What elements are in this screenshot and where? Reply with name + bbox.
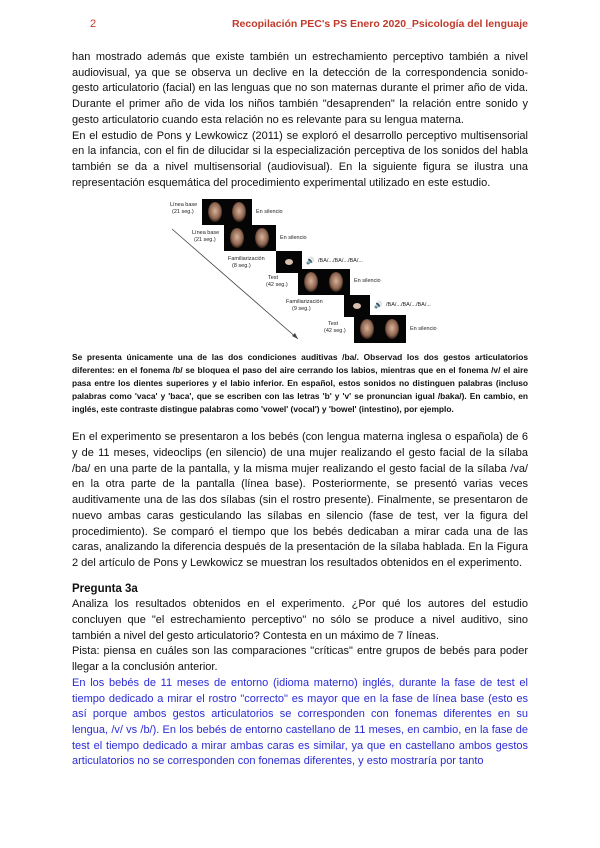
fig-fam1-dur: (8 seg.) — [232, 263, 251, 270]
fig-test1-label: Test — [268, 275, 279, 282]
fig-linea-base-dur: (21 seg.) — [172, 209, 194, 216]
fig-silence-2: En silencio — [280, 235, 307, 242]
paragraph-experiment: En el experimento se presentaron a los bebés (con lengua materna inglesa o española) de 6 y de 11 meses, videoclips (en silencio) de una mujer realizando el gesto facial de la sílaba /ba/ en una parte de la pantalla, y la misma mujer realizando el gesto facial de la sílaba /va/ en la otra parte de la pantalla (línea base). Posteriormente, se presentó varias veces auditivamente una de las dos sílabas (sin el rostro presente). Finalmente, se presentaron de nuevo ambas caras gesticulando las sílabas en silencio (fase de test, ver la figura del procedimiento). Se comparó el tiempo que los bebés dedicaban a mirar cada una de las caras, analizando la diferencia después de la presentación de la sílaba hablada. En la Figura 2 del artículo de Pons y Lewkowicz se muestran los resultados obtenidos en el experimento. — [72, 431, 528, 569]
fig-silence-3: En silencio — [354, 278, 381, 285]
fig-fam2-dur: (9 seg.) — [292, 306, 311, 313]
page-number: 2 — [90, 18, 97, 30]
fig-silence-4: En silencio — [410, 326, 437, 333]
procedure-diagram — [168, 199, 468, 347]
fig-test2-label: Test — [328, 321, 339, 328]
fig-test1-dur: (42 seg.) — [266, 282, 288, 289]
fig-ba-seq-2: /BA/.../BA/.../BA/... — [386, 302, 431, 309]
paragraph-question: Analiza los resultados obtenidos en el experimento. ¿Por qué los autores del estudio concluyen que "el estrechamiento perceptivo" no sólo se produce a nivel auditivo, sino también a nivel del gesto articulatorio? Contesta en un máximo de 7 líneas. — [72, 598, 528, 642]
figure-caption: Se presenta únicamente una de las dos condiciones auditivas /ba/. Observad los dos gestos articulatorios diferentes: en el fonema /b/ se bloquea el paso del aire cerrando los labios, mientras que en el fonema /v/ el aire pasa entre los dientes superiores y el labio inferior. En español, estos sonidos no distinguen palabras (incluso palabras como 'vaca' y 'baca', que se escriben con las letras 'b' y 'v' se pronuncian igual /baka/). En cambio, en inglés, este contraste distingue palabras como 'vowel' (vocal') y 'bowel' (intestino), por ejemplo. — [72, 352, 528, 415]
page-body — [72, 50, 528, 770]
procedure-figure — [72, 199, 528, 347]
paragraph-hint: Pista: piensa en cuáles son las comparaciones "críticas" entre grupos de bebés para poder llegar a la conclusión anterior. — [72, 645, 528, 674]
fig-fam1-label: Familiarización — [228, 256, 265, 263]
speaker-icon: 🔊 — [374, 301, 383, 310]
fig-silence-1: En silencio — [256, 209, 283, 216]
question-heading: Pregunta 3a — [72, 582, 138, 595]
paragraph-study: En el estudio de Pons y Lewkowicz (2011) se exploró el desarrollo perceptivo multisensorial en la infancia, con el fin de dilucidar si la especialización perceptiva de los sonidos del habla también se da a nivel multisensorial (audiovisual). En la siguiente figura se ilustra una representación esquemática del procedimiento experimental utilizado en este estudio. — [72, 129, 528, 189]
fig-fam2-label: Familiarización — [286, 299, 323, 306]
fig-linea-base-label: Línea base — [170, 202, 198, 209]
fig-ba-seq-1: /BA/.../BA/.../BA/... — [318, 258, 363, 265]
running-header: Recopilación PEC's PS Enero 2020_Psicología del lenguaje — [231, 18, 528, 30]
fig-test2-dur: (42 seg.) — [324, 328, 346, 335]
paragraph-intro: han mostrado además que existe también un estrechamiento perceptivo también a nivel audiovisual, ya que se observa un declive en la detección de la correspondencia sonido-gesto articulatorio (facial) en las lenguas que no son maternas durante el primer año de vida. Durante el primer año de vida los niños también "desaprenden" la relación entre sonido y gesto articulatorio cuando esta relación no es relevante para su lengua materna. — [72, 51, 528, 126]
fig-linea-base2-label: Línea base — [192, 230, 220, 237]
fig-linea-base2-dur: (21 seg.) — [194, 237, 216, 244]
speaker-icon: 🔊 — [306, 257, 315, 266]
paragraph-answer: En los bebés de 11 meses de entorno (idioma materno) inglés, durante la fase de test el tiempo dedicado a mirar el rostro "correcto" es mayor que en la fase de línea base (esto es así porque ambos gestos articulatorios se corresponden con fonemas diferentes en su lengua, /v/ vs /b/). En los bebés de entorno castellano de 11 meses, en cambio, en la fase de test el tiempo dedicado a mirar ambas caras es similar, ya que en castellano ambos gestos articulatorios no se corresponden con fonemas diferentes, y esto mostraría por tanto — [72, 676, 528, 768]
